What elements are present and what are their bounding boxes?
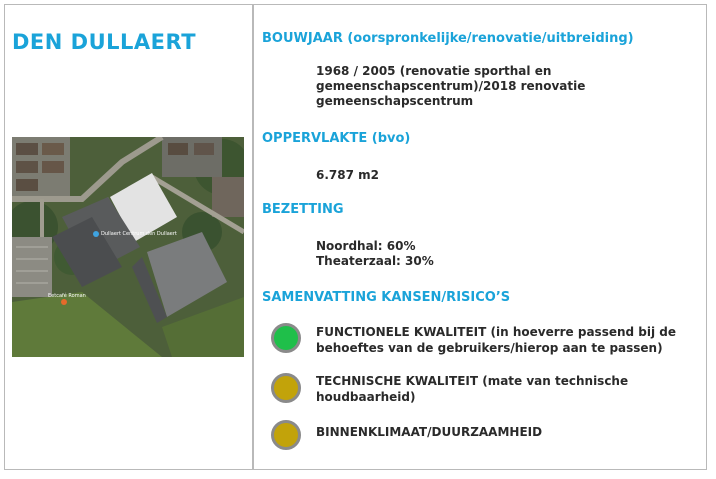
- bouwjaar-line: 1968 / 2005 (renovatie sporthal en: [316, 64, 552, 78]
- oppervlakte-heading: OPPERVLAKTE (bvo): [262, 131, 411, 146]
- risk-item-text: [316, 424, 676, 440]
- bouwjaar-line: gemeenschapscentrum: [316, 94, 474, 108]
- location-title: DEN DULLAERT: [12, 30, 197, 54]
- status-indicator-icon: [271, 373, 301, 403]
- samenvatting-heading: SAMENVATTING KANSEN/RISICO’S: [262, 290, 511, 305]
- bezetting-text: [316, 239, 434, 269]
- bezetting-line: Noordhal: 60%: [316, 239, 416, 253]
- risk-item-line: BINNENKLIMAAT/DUURZAAMHEID: [316, 425, 543, 439]
- bouwjaar-heading: BOUWJAAR (oorspronkelijke/renovatie/uitbreiding): [262, 31, 634, 46]
- risk-item-text: [316, 373, 676, 405]
- bouwjaar-line: gemeenschapscentrum)/2018 renovatie: [316, 79, 586, 93]
- bouwjaar-text: [316, 64, 585, 109]
- risk-item-line: TECHNISCHE KWALITEIT (mate van technische: [316, 374, 629, 388]
- bezetting-line: Theaterzaal: 30%: [316, 254, 434, 268]
- risk-item-line: FUNCTIONELE KWALITEIT (in hoeverre passend bij de: [316, 325, 677, 339]
- aerial-map: [12, 137, 244, 357]
- risk-item-line: behoeftes van de gebruikers/hierop aan te passen): [316, 341, 663, 355]
- status-indicator-icon: [271, 323, 301, 353]
- status-indicator-icon: [271, 420, 301, 450]
- column-divider: [252, 4, 254, 470]
- risk-item-text: [316, 324, 676, 356]
- risk-item-line: houdbaarheid): [316, 390, 416, 404]
- oppervlakte-value: 6.787 m2: [316, 168, 379, 182]
- map-label-eetcafe: Eetcafé Roman: [48, 293, 86, 299]
- map-label-dullaert: Dullaert Centrum den Dullaert: [101, 231, 177, 237]
- bezetting-heading: BEZETTING: [262, 202, 344, 217]
